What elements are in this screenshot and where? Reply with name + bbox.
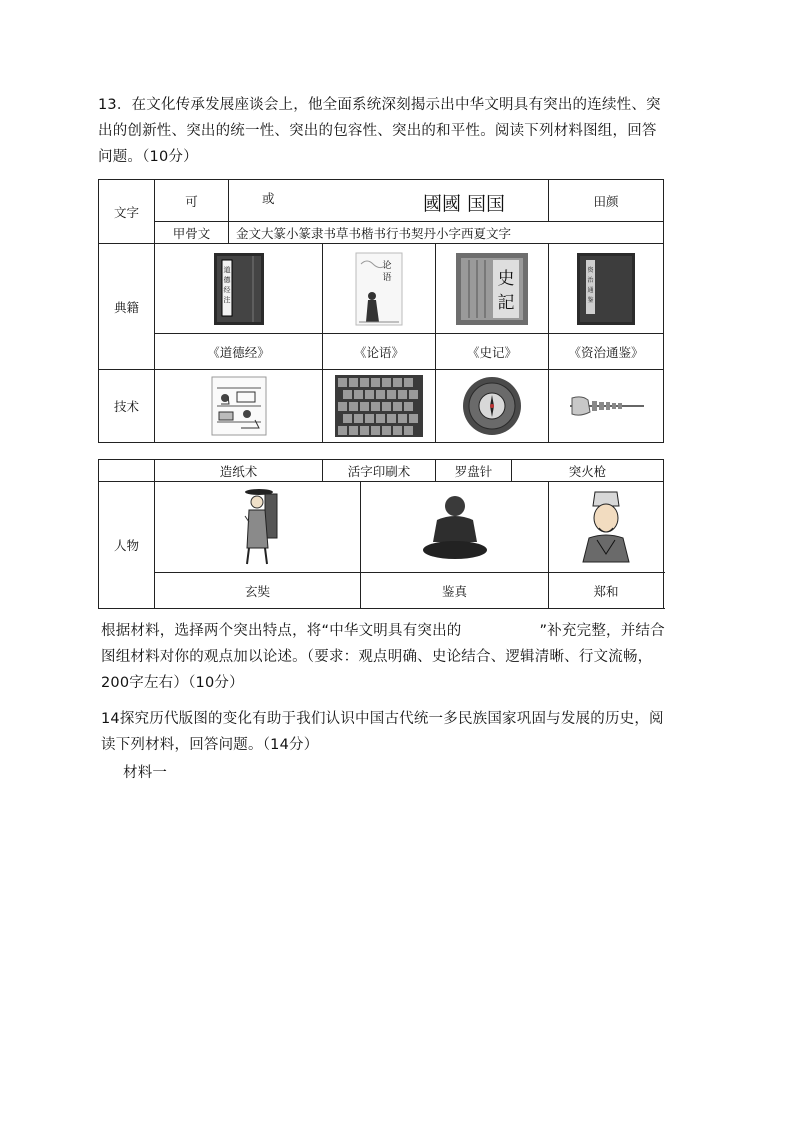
papermaking-image [155, 370, 323, 443]
question-13-line-2: 出的创新性、突出的统一性、突出的包容性、突出的和平性。阅读下列材料图组，回答 [98, 123, 657, 139]
person-zhenghe-image [549, 482, 664, 573]
svg-text:经: 经 [223, 285, 230, 294]
material-table-1 [98, 179, 664, 443]
row-label-dianji: 典籍 [99, 244, 155, 370]
book-name-lunyu: 《论语》 [323, 334, 436, 370]
question-14-line-2: 读下列材料，回答问题。（14分） [101, 737, 319, 753]
person-name-jianzhen: 鉴真 [361, 573, 549, 609]
material-table-2 [98, 459, 664, 609]
svg-text:语: 语 [382, 272, 392, 283]
tech-name-fire-lance: 突火枪 [512, 460, 664, 482]
svg-text:鉴: 鉴 [587, 296, 594, 304]
book-name-zizhitongjian: 《资治通鉴》 [549, 334, 664, 370]
fire-lance-image [549, 370, 664, 443]
tech-name-compass: 罗盘针 [436, 460, 512, 482]
svg-text:治: 治 [587, 276, 594, 284]
book-name-shiji: 《史记》 [436, 334, 549, 370]
svg-text:史: 史 [497, 268, 515, 289]
svg-text:注: 注 [223, 295, 230, 304]
svg-text:記: 記 [497, 292, 515, 313]
svg-text:道: 道 [223, 265, 230, 274]
task-line-2: 图组材料对你的观点加以论述。（要求：观点明确、史论结合、逻辑清晰、行文流畅， [101, 649, 653, 665]
book-shiji-image [436, 244, 549, 334]
question-13-task [101, 618, 671, 696]
compass-image [436, 370, 549, 443]
question-13-stem [98, 92, 668, 170]
person-jianzhen-image [361, 482, 549, 573]
glyph-huo: 或 [262, 191, 275, 206]
movable-type-image [323, 370, 436, 443]
svg-text:论: 论 [382, 260, 392, 271]
row-label-wenzi: 文字 [99, 180, 155, 244]
question-14-line-1: 14探究历代版图的变化有助于我们认识中国古代统一多民族国家巩固与发展的历史，阅 [101, 711, 664, 727]
svg-text:资: 资 [587, 266, 594, 274]
person-name-xuanzang: 玄奘 [155, 573, 361, 609]
question-14-stem [101, 706, 671, 786]
row-label-jishu: 技术 [99, 370, 155, 443]
caption-jiaguwen: 甲骨文 [155, 222, 229, 244]
task-line-1-end: ”补充完整，并结合 [539, 623, 665, 639]
glyph-oracle-bone: 可 [155, 180, 229, 222]
glyph-evolution [229, 180, 549, 222]
task-line-1 [101, 618, 671, 644]
book-name-daodejing: 《道德经》 [155, 334, 323, 370]
tech-name-movable-type: 活字印刷术 [323, 460, 436, 482]
question-13-line-3: 问题。（10分） [98, 149, 198, 165]
tech-name-papermaking: 造纸术 [155, 460, 323, 482]
caption-script-list: 金文大篆小篆隶书草书楷书行书契丹小字西夏文字 [229, 222, 664, 244]
material-1-label: 材料一 [123, 765, 168, 781]
question-13-line-1: 13．在文化传承发展座谈会上，他全面系统深刻揭示出中华文明具有突出的连续性、突 [98, 97, 661, 113]
person-xuanzang-image [155, 482, 361, 573]
svg-text:德: 德 [223, 275, 230, 284]
book-daodejing-image [155, 244, 323, 334]
person-name-zhenghe: 郑和 [549, 573, 664, 609]
book-lunyu-image [323, 244, 436, 334]
row-label-renwu: 人物 [99, 482, 155, 609]
book-zizhitongjian-image [549, 244, 664, 334]
glyph-guo: 國國 国国 [423, 193, 506, 215]
svg-text:通: 通 [587, 286, 594, 294]
task-line-1-start: 根据材料，选择两个突出特点，将“中华文明具有突出的 [101, 623, 462, 639]
glyph-xixia: 田颜 [549, 180, 664, 222]
tech-header-empty [99, 460, 155, 482]
task-line-3: 200字左右）（10分） [101, 675, 244, 691]
